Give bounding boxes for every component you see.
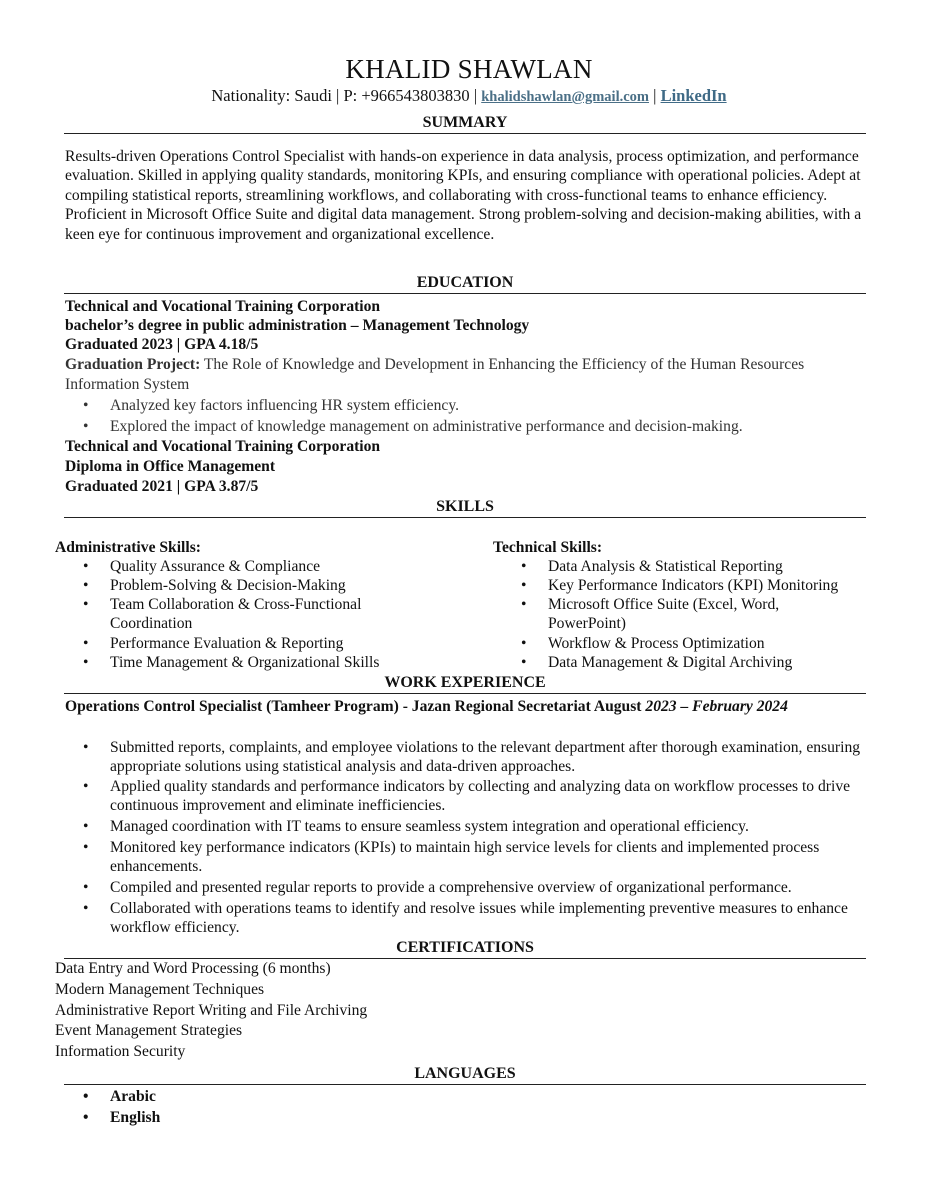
- education-heading: EDUCATION: [64, 274, 866, 294]
- list-item: [521, 576, 878, 595]
- list-item-text: Managed coordination with IT teams to ensure seamless system integration and operational efficiency.: [110, 818, 749, 835]
- list-item-text: Workflow & Process Optimization: [548, 635, 765, 652]
- list-item: [521, 653, 878, 672]
- bullet-icon: •: [83, 900, 89, 917]
- work-experience-heading: WORK EXPERIENCE: [64, 674, 866, 694]
- bullet-icon: •: [83, 1109, 89, 1126]
- bullet-icon: •: [83, 839, 89, 856]
- email-link[interactable]: khalidshawlan@gmail.com: [481, 89, 649, 105]
- bullet-icon: •: [83, 577, 89, 594]
- administrative-skills-label: Administrative Skills:: [55, 539, 201, 556]
- bullet-icon: •: [521, 635, 527, 652]
- list-item: Event Management Strategies: [55, 1022, 243, 1040]
- list-item: [521, 634, 878, 653]
- list-item: [83, 738, 880, 777]
- list-item-text: Performance Evaluation & Reporting: [110, 635, 344, 652]
- list-item: Modern Management Techniques: [55, 980, 265, 998]
- list-item: [83, 396, 870, 415]
- bullet-icon: •: [83, 654, 89, 671]
- list-item: [83, 817, 880, 836]
- list-item: [83, 878, 880, 897]
- certifications-heading: CERTIFICATIONS: [64, 939, 866, 959]
- job-title: Operations Control Specialist (Tamheer Program) - Jazan Regional Secretariat August: [65, 698, 646, 715]
- languages-heading: LANGUAGES: [64, 1065, 866, 1085]
- education-graduated: Graduated 2023 | GPA 4.18/5: [65, 336, 259, 353]
- contact-line: [0, 86, 938, 106]
- list-item-text: Compiled and presented regular reports to provide a comprehensive overview of organizational performance.: [110, 879, 792, 896]
- job-dates: 2023 – February 2024: [645, 698, 788, 715]
- bullet-icon: •: [521, 654, 527, 671]
- list-item-text: Collaborated with operations teams to identify and resolve issues while implementing preventive measures to enhance workflow efficiency.: [110, 900, 848, 937]
- bullet-icon: •: [83, 818, 89, 835]
- certifications-list: [55, 959, 655, 1063]
- list-item: [83, 838, 880, 877]
- list-item-text: Key Performance Indicators (KPI) Monitoring: [548, 577, 839, 594]
- list-item-text: Applied quality standards and performance indicators by collecting and analyzing data on workflow processes to drive continuous improvement and eliminate inefficiencies.: [110, 778, 851, 815]
- list-item-text: Microsoft Office Suite (Excel, Word, PowerPoint): [548, 596, 780, 633]
- summary-heading: SUMMARY: [64, 114, 866, 134]
- list-item-text: Analyzed key factors influencing HR system efficiency.: [110, 397, 460, 414]
- bullet-icon: •: [83, 558, 89, 575]
- list-item: Data Entry and Word Processing (6 months): [55, 960, 331, 977]
- contact-separator: |: [649, 86, 661, 105]
- graduation-project-text: The Role of Knowledge and Development in Enhancing the Efficiency of the Human Resources: [200, 356, 805, 373]
- bullet-icon: •: [83, 739, 89, 756]
- graduation-project-text-cont: Information System: [65, 376, 190, 393]
- education-degree: Diploma in Office Management: [65, 458, 276, 475]
- skills-heading: SKILLS: [64, 498, 866, 518]
- list-item: [83, 899, 870, 938]
- list-item: [83, 1108, 410, 1127]
- list-item-text: Submitted reports, complaints, and employee violations to the relevant department after thorough examination, ensuring appropriate solutions using statistical analysis and data-driven approaches.: [110, 739, 861, 776]
- education-graduated: Graduated 2021 | GPA 3.87/5: [65, 478, 259, 495]
- list-item: [83, 653, 440, 672]
- bullet-icon: •: [83, 1088, 89, 1105]
- bullet-icon: •: [83, 596, 89, 613]
- education-institution: Technical and Vocational Training Corporation: [65, 298, 381, 315]
- graduation-project: [65, 355, 804, 374]
- list-item: [83, 557, 440, 576]
- list-item-text: Data Management & Digital Archiving: [548, 654, 793, 671]
- bullet-icon: •: [83, 418, 89, 435]
- list-item-text: Monitored key performance indicators (KPIs) to maintain high service levels for clients and implemented process enhancements.: [110, 839, 820, 876]
- list-item-text: English: [110, 1109, 161, 1126]
- list-item: [83, 417, 870, 436]
- summary-text: Results-driven Operations Control Specialist with hands-on experience in data analysis, process optimization, and performance evaluation. Skilled in applying quality standards, monitoring KPIs, and ensuring compliance with operational policies. Adept at compiling statistical reports, streamlining workflows, and collaborating with cross-functional teams to enhance efficiency. Proficient in Microsoft Office Suite and digital data management. Strong problem-solving and decision-making abilities, with a keen eye for continuous improvement and organizational excellence.: [65, 148, 862, 243]
- bullet-icon: •: [83, 879, 89, 896]
- linkedin-link[interactable]: LinkedIn: [660, 86, 727, 105]
- list-item-text: Data Analysis & Statistical Reporting: [548, 558, 783, 575]
- list-item: [83, 777, 880, 816]
- list-item: [521, 595, 818, 634]
- list-item: [83, 634, 440, 653]
- list-item: Information Security: [55, 1043, 186, 1061]
- list-item: [83, 576, 440, 595]
- education-degree: bachelor’s degree in public administration – Management Technology: [65, 317, 530, 334]
- list-item-text: Quality Assurance & Compliance: [110, 558, 321, 575]
- list-item: [521, 557, 878, 576]
- list-item-text: Team Collaboration & Cross-Functional Coordination: [110, 596, 362, 633]
- list-item: Administrative Report Writing and File Archiving: [55, 1001, 368, 1019]
- technical-skills-label: Technical Skills:: [493, 539, 603, 556]
- bullet-icon: •: [83, 397, 89, 414]
- bullet-icon: •: [521, 577, 527, 594]
- bullet-icon: •: [83, 778, 89, 795]
- candidate-name: KHALID SHAWLAN: [345, 54, 593, 84]
- job-title-line: [65, 697, 788, 716]
- list-item-text: Explored the impact of knowledge management on administrative performance and decision-making.: [110, 418, 743, 435]
- list-item-text: Problem-Solving & Decision-Making: [110, 577, 346, 594]
- list-item: [83, 595, 440, 634]
- bullet-icon: •: [521, 596, 527, 613]
- bullet-icon: •: [521, 558, 527, 575]
- contact-details: Nationality: Saudi | P: +966543803830 |: [211, 86, 482, 105]
- bullet-icon: •: [83, 635, 89, 652]
- list-item: [83, 1087, 410, 1106]
- graduation-project-label: Graduation Project:: [65, 356, 201, 373]
- education-institution: Technical and Vocational Training Corporation: [65, 438, 381, 455]
- list-item-text: Time Management & Organizational Skills: [110, 654, 380, 671]
- list-item-text: Arabic: [110, 1088, 156, 1105]
